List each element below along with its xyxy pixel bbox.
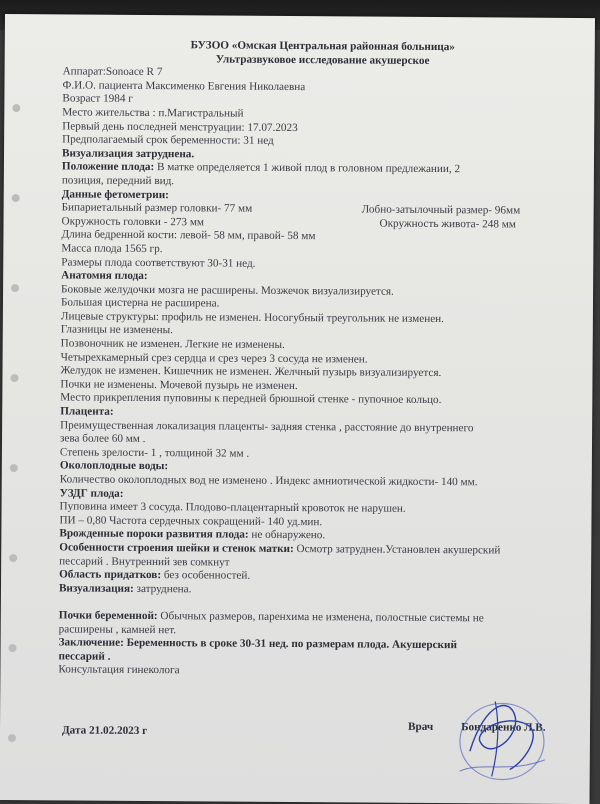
last-period: Первый день последней менструации: 17.07.2023 [62,119,298,134]
doppler-heading: УЗДГ плода: [59,486,124,500]
amniotic-line: Количество околоплодных вод не изменено . Индекс амниотической жидкости- 140 мм. [59,473,478,489]
visualization: Визуализация: затруднена. [58,582,192,596]
report-date: Дата 21.02.2023 г [61,724,148,738]
punch-holes [8,14,23,800]
doppler-line: ПИ – 0,80 Частота сердечных сокращений- 140 уд.мин. [59,514,323,529]
placenta-maturity: Степень зрелости- 1 , толщиной 32 мм . [59,446,250,460]
cervix-cont: пессарий . Внутренний зев сомкнут [59,554,230,569]
signature-stamp-icon [440,681,561,792]
placenta-line: зева более 60 мм . [59,432,146,446]
doppler-line: Пуповина имеет 3 сосуда. Плодово-плацентарный кровоток не нарушен. [59,500,406,515]
anatomy-line: Глазницы не изменены. [60,323,174,337]
anatomy-line: Место прикрепления пуповины к передней брюшной стенке - пупочное кольцо. [60,391,442,407]
anatomy-line: Четырехкамерный срез сердца и срез через 3 сосуда не изменен. [60,351,368,366]
device: Аппарат:Sonoace R 7 [62,65,163,79]
report-title: Ультразвуковое исследование акушерское [215,53,430,67]
abdominal-circumference: Окружность живота- 248 мм [379,217,516,231]
visualization-note: Визуализация затруднена. [61,147,195,161]
anatomy-line: Позвоночник не изменен. Легкие не изменены. [60,337,285,352]
cervix: Особенности строения шейки и стенок матки: Осмотр затруднен.Установлен акушерский [59,541,501,557]
head-circumference: Окружность головки - 273 мм [61,215,205,229]
report-body [58,38,582,681]
femur-length: Длина бедренной кости: левой- 58 мм, правой- 58 мм [61,228,316,243]
patient-age: Возраст 1984 г [62,92,133,106]
ofd: Лобно-затылочный размер- 96мм [361,203,521,217]
placenta-line: Преимущественная локализация плаценты- задняя стенка , расстояние до внутреннего [60,419,474,434]
anatomy-heading: Анатомия плода: [61,269,148,283]
anatomy-line: Лицевые структуры: профиль не изменен. Носогубный треугольник не изменен. [60,310,445,325]
kidneys: Почки беременной: Обычных размеров, паренхима не изменена, полостные системы не [58,609,484,625]
fetometry-heading: Данные фетометрии: [61,187,169,201]
placenta-heading: Плацента: [60,405,114,418]
kidneys-cont: расширены , камней нет. [58,622,177,636]
malformations: Врожденные пороки развития плода: не обнаружено. [59,527,326,542]
fetal-weight: Масса плода 1565 гр. [61,242,163,256]
fetus-position: Положение плода: В матке определяется 1 живой плод в головном предлежании, 2 [61,160,461,176]
consultation: Консультация гинеколога [58,663,180,677]
doctor: Врач Бондаренко Л.В. [407,720,546,734]
pregnancy-term: Предполагаемый срок беременности: 31 нед [62,133,274,148]
patient-name: Ф.И.О. пациента Максименко Евгения Николаевна [62,79,306,93]
org-name: БУЗОО «Омская Центральная районная больница» [190,39,455,54]
anatomy-line: Большая цистерна не расширена. [60,296,220,310]
anatomy-line: Желудок не изменен. Кишечник не изменен. Желчный пузырь визуализируется. [60,364,442,380]
conclusion-cont: пессарий . [58,650,111,663]
bpd: Бипариетальный размер головки- 77 мм [61,201,253,215]
residence: Место жительства : п.Магистральный [62,106,244,120]
size-match: Размеры плода соответствуют 30-31 нед. [61,255,256,270]
fetus-position-cont: позиция, передний вид. [61,174,175,188]
conclusion: Заключение: Беременность в сроке 30-31 нед. по размерам плода. Акушерский [58,636,457,652]
document-sheet [0,14,595,804]
amniotic-heading: Околоплодные воды: [59,459,169,473]
adnexa: Область придатков: без особенностей. [59,568,251,582]
anatomy-line: Боковые желудочки мозга не расширены. Мозжечок визуализируется. [61,283,394,298]
anatomy-line: Почки не изменены. Мочевой пузырь не изменен. [60,378,298,392]
